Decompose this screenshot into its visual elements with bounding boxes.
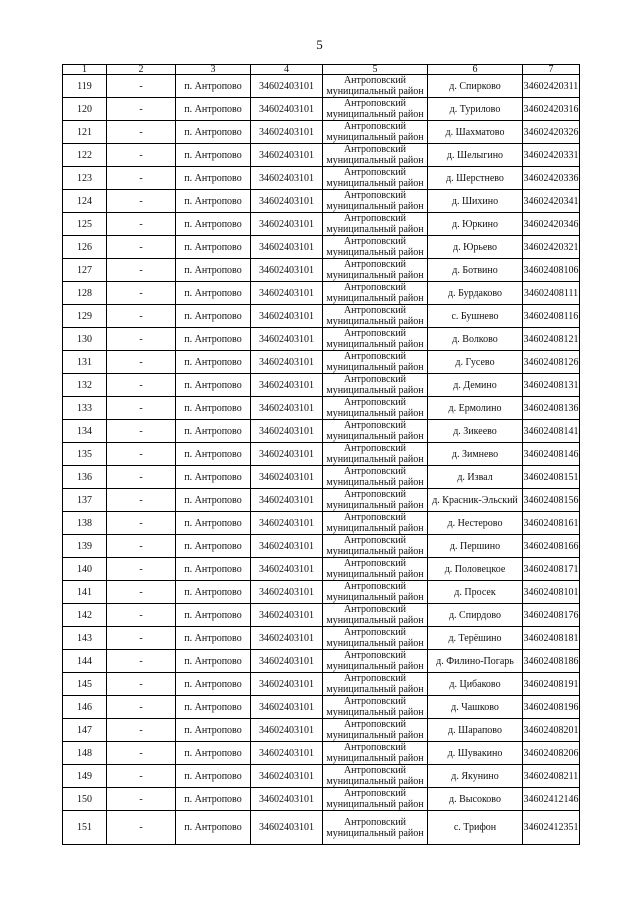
row-number-cell: 119 [63, 75, 107, 98]
district-cell: Антроповский муниципальный район [323, 558, 428, 581]
locality-code-cell: 34602408166 [523, 535, 580, 558]
locality-cell: д. Шихино [428, 190, 523, 213]
table-row [63, 397, 580, 420]
column-2-cell: - [107, 420, 176, 443]
column-2-cell: - [107, 98, 176, 121]
table-row [63, 167, 580, 190]
column-2-cell: - [107, 696, 176, 719]
oktmo-code-cell: 34602403101 [251, 75, 323, 98]
oktmo-code-cell: 34602403101 [251, 443, 323, 466]
column-2-cell: - [107, 466, 176, 489]
table-row [63, 121, 580, 144]
column-2-cell: - [107, 650, 176, 673]
column-header: 5 [323, 65, 428, 75]
column-2-cell: - [107, 374, 176, 397]
locality-code-cell: 34602408156 [523, 489, 580, 512]
row-number-cell: 133 [63, 397, 107, 420]
locality-cell: д. Шарапово [428, 719, 523, 742]
table-row [63, 742, 580, 765]
district-cell: Антроповский муниципальный район [323, 259, 428, 282]
row-number-cell: 121 [63, 121, 107, 144]
column-2-cell: - [107, 581, 176, 604]
column-2-cell: - [107, 213, 176, 236]
district-cell: Антроповский муниципальный район [323, 627, 428, 650]
district-cell: Антроповский муниципальный район [323, 742, 428, 765]
table-row [63, 581, 580, 604]
settlement-cell: п. Антропово [176, 328, 251, 351]
row-number-cell: 128 [63, 282, 107, 305]
row-number-cell: 136 [63, 466, 107, 489]
table-row [63, 98, 580, 121]
table-row [63, 788, 580, 811]
column-2-cell: - [107, 489, 176, 512]
district-cell: Антроповский муниципальный район [323, 144, 428, 167]
oktmo-code-cell: 34602403101 [251, 236, 323, 259]
column-2-cell: - [107, 351, 176, 374]
district-cell: Антроповский муниципальный район [323, 512, 428, 535]
locality-code-cell: 34602408161 [523, 512, 580, 535]
column-2-cell: - [107, 121, 176, 144]
settlement-cell: п. Антропово [176, 144, 251, 167]
locality-cell: д. Демино [428, 374, 523, 397]
row-number-cell: 135 [63, 443, 107, 466]
district-cell: Антроповский муниципальный район [323, 98, 428, 121]
column-2-cell: - [107, 604, 176, 627]
settlement-cell: п. Антропово [176, 696, 251, 719]
table-row [63, 259, 580, 282]
oktmo-code-cell: 34602403101 [251, 328, 323, 351]
row-number-cell: 124 [63, 190, 107, 213]
locality-code-cell: 34602420336 [523, 167, 580, 190]
column-2-cell: - [107, 75, 176, 98]
locality-code-cell: 34602408126 [523, 351, 580, 374]
locality-code-cell: 34602408171 [523, 558, 580, 581]
locality-code-cell: 34602420311 [523, 75, 580, 98]
row-number-cell: 129 [63, 305, 107, 328]
row-number-cell: 130 [63, 328, 107, 351]
settlement-cell: п. Антропово [176, 213, 251, 236]
column-2-cell: - [107, 144, 176, 167]
district-cell: Антроповский муниципальный район [323, 673, 428, 696]
row-number-cell: 137 [63, 489, 107, 512]
column-header: 4 [251, 65, 323, 75]
locality-code-cell: 34602420326 [523, 121, 580, 144]
table-row [63, 328, 580, 351]
oktmo-code-cell: 34602403101 [251, 489, 323, 512]
settlement-cell: п. Антропово [176, 443, 251, 466]
locality-code-cell: 34602408181 [523, 627, 580, 650]
settlement-cell: п. Антропово [176, 466, 251, 489]
district-cell: Антроповский муниципальный район [323, 581, 428, 604]
locality-cell: с. Бушнево [428, 305, 523, 328]
settlement-cell: п. Антропово [176, 512, 251, 535]
locality-cell: д. Нестерово [428, 512, 523, 535]
locality-cell: д. Першино [428, 535, 523, 558]
oktmo-code-cell: 34602403101 [251, 351, 323, 374]
oktmo-code-cell: 34602403101 [251, 811, 323, 845]
table-row [63, 351, 580, 374]
table-row [63, 305, 580, 328]
table-row [63, 673, 580, 696]
settlement-cell: п. Антропово [176, 627, 251, 650]
locality-code-cell: 34602408131 [523, 374, 580, 397]
row-number-cell: 143 [63, 627, 107, 650]
locality-cell: д. Юркино [428, 213, 523, 236]
oktmo-code-cell: 34602403101 [251, 673, 323, 696]
row-number-cell: 139 [63, 535, 107, 558]
district-cell: Антроповский муниципальный район [323, 535, 428, 558]
row-number-cell: 132 [63, 374, 107, 397]
row-number-cell: 146 [63, 696, 107, 719]
oktmo-code-cell: 34602403101 [251, 167, 323, 190]
locality-cell: д. Спирково [428, 75, 523, 98]
table-row [63, 627, 580, 650]
settlement-cell: п. Антропово [176, 742, 251, 765]
table-row [63, 213, 580, 236]
row-number-cell: 151 [63, 811, 107, 845]
oktmo-code-cell: 34602403101 [251, 696, 323, 719]
row-number-cell: 140 [63, 558, 107, 581]
table-row [63, 236, 580, 259]
row-number-cell: 126 [63, 236, 107, 259]
locality-cell: д. Красник-Эльский [428, 489, 523, 512]
district-cell: Антроповский муниципальный район [323, 719, 428, 742]
settlement-cell: п. Антропово [176, 75, 251, 98]
column-2-cell: - [107, 512, 176, 535]
table-row [63, 765, 580, 788]
column-2-cell: - [107, 328, 176, 351]
district-cell: Антроповский муниципальный район [323, 420, 428, 443]
locality-cell: д. Якунино [428, 765, 523, 788]
settlement-cell: п. Антропово [176, 673, 251, 696]
settlement-cell: п. Антропово [176, 535, 251, 558]
table-row [63, 811, 580, 845]
oktmo-code-cell: 34602403101 [251, 604, 323, 627]
settlement-cell: п. Антропово [176, 121, 251, 144]
oktmo-code-cell: 34602403101 [251, 420, 323, 443]
oktmo-code-cell: 34602403101 [251, 719, 323, 742]
column-2-cell: - [107, 259, 176, 282]
district-cell: Антроповский муниципальный район [323, 397, 428, 420]
settlement-cell: п. Антропово [176, 397, 251, 420]
oktmo-code-cell: 34602403101 [251, 788, 323, 811]
locality-code-cell: 34602408201 [523, 719, 580, 742]
page-number: 5 [316, 37, 323, 52]
locality-cell: д. Бурдаково [428, 282, 523, 305]
oktmo-code-cell: 34602403101 [251, 535, 323, 558]
table-header-row [63, 65, 580, 75]
locality-code-cell: 34602408151 [523, 466, 580, 489]
table-body [63, 75, 580, 845]
district-cell: Антроповский муниципальный район [323, 466, 428, 489]
locality-cell: д. Филино-Погарь [428, 650, 523, 673]
locality-code-cell: 34602408191 [523, 673, 580, 696]
district-cell: Антроповский муниципальный район [323, 696, 428, 719]
locality-code-cell: 34602408106 [523, 259, 580, 282]
locality-code-cell: 34602408176 [523, 604, 580, 627]
settlement-cell: п. Антропово [176, 558, 251, 581]
oktmo-code-cell: 34602403101 [251, 466, 323, 489]
table-row [63, 144, 580, 167]
settlement-cell: п. Антропово [176, 282, 251, 305]
table-row [63, 696, 580, 719]
locality-cell: д. Турилово [428, 98, 523, 121]
locality-cell: д. Просек [428, 581, 523, 604]
oktmo-code-cell: 34602403101 [251, 581, 323, 604]
row-number-cell: 148 [63, 742, 107, 765]
row-number-cell: 125 [63, 213, 107, 236]
column-2-cell: - [107, 535, 176, 558]
locality-code-cell: 34602420346 [523, 213, 580, 236]
settlement-cell: п. Антропово [176, 98, 251, 121]
column-header: 7 [523, 65, 580, 75]
column-2-cell: - [107, 719, 176, 742]
row-number-cell: 122 [63, 144, 107, 167]
oktmo-code-cell: 34602403101 [251, 282, 323, 305]
table-row [63, 535, 580, 558]
district-cell: Антроповский муниципальный район [323, 650, 428, 673]
column-2-cell: - [107, 397, 176, 420]
locality-cell: д. Чашково [428, 696, 523, 719]
locality-code-cell: 34602412351 [523, 811, 580, 845]
settlement-cell: п. Антропово [176, 374, 251, 397]
settlement-cell: п. Антропово [176, 167, 251, 190]
oktmo-code-cell: 34602403101 [251, 305, 323, 328]
settlement-cell: п. Антропово [176, 650, 251, 673]
district-cell: Антроповский муниципальный район [323, 604, 428, 627]
table-row [63, 466, 580, 489]
table-row [63, 282, 580, 305]
settlement-cell: п. Антропово [176, 420, 251, 443]
row-number-cell: 150 [63, 788, 107, 811]
district-cell: Антроповский муниципальный район [323, 213, 428, 236]
settlement-cell: п. Антропово [176, 604, 251, 627]
locality-code-cell: 34602408101 [523, 581, 580, 604]
district-cell: Антроповский муниципальный район [323, 765, 428, 788]
locality-code-cell: 34602420341 [523, 190, 580, 213]
oktmo-code-cell: 34602403101 [251, 374, 323, 397]
column-2-cell: - [107, 788, 176, 811]
district-cell: Антроповский муниципальный район [323, 75, 428, 98]
table-row [63, 489, 580, 512]
column-2-cell: - [107, 236, 176, 259]
locality-cell: д. Шувакино [428, 742, 523, 765]
settlement-cell: п. Антропово [176, 788, 251, 811]
table-row [63, 374, 580, 397]
table-row [63, 190, 580, 213]
row-number-cell: 144 [63, 650, 107, 673]
locality-code-cell: 34602408116 [523, 305, 580, 328]
locality-code-cell: 34602408111 [523, 282, 580, 305]
oktmo-code-cell: 34602403101 [251, 98, 323, 121]
column-2-cell: - [107, 167, 176, 190]
column-2-cell: - [107, 765, 176, 788]
column-2-cell: - [107, 443, 176, 466]
locality-cell: д. Зикеево [428, 420, 523, 443]
column-2-cell: - [107, 282, 176, 305]
district-cell: Антроповский муниципальный район [323, 489, 428, 512]
oktmo-code-cell: 34602403101 [251, 190, 323, 213]
district-cell: Антроповский муниципальный район [323, 328, 428, 351]
oktmo-code-cell: 34602403101 [251, 650, 323, 673]
oktmo-code-cell: 34602403101 [251, 397, 323, 420]
locality-code-cell: 34602408206 [523, 742, 580, 765]
oktmo-code-cell: 34602403101 [251, 765, 323, 788]
locality-code-cell: 34602408211 [523, 765, 580, 788]
locality-cell: с. Трифон [428, 811, 523, 845]
settlements-table [62, 64, 580, 845]
settlement-cell: п. Антропово [176, 259, 251, 282]
oktmo-code-cell: 34602403101 [251, 259, 323, 282]
column-2-cell: - [107, 558, 176, 581]
column-header: 2 [107, 65, 176, 75]
locality-cell: д. Терёшино [428, 627, 523, 650]
row-number-cell: 134 [63, 420, 107, 443]
column-header: 3 [176, 65, 251, 75]
row-number-cell: 145 [63, 673, 107, 696]
column-2-cell: - [107, 305, 176, 328]
table-row [63, 604, 580, 627]
column-header: 6 [428, 65, 523, 75]
locality-code-cell: 34602412146 [523, 788, 580, 811]
settlement-cell: п. Антропово [176, 719, 251, 742]
locality-cell: д. Гусево [428, 351, 523, 374]
locality-cell: д. Ботвино [428, 259, 523, 282]
row-number-cell: 138 [63, 512, 107, 535]
locality-cell: д. Спирдово [428, 604, 523, 627]
oktmo-code-cell: 34602403101 [251, 144, 323, 167]
table-row [63, 558, 580, 581]
table-row [63, 75, 580, 98]
locality-code-cell: 34602420321 [523, 236, 580, 259]
locality-code-cell: 34602420331 [523, 144, 580, 167]
district-cell: Антроповский муниципальный район [323, 167, 428, 190]
district-cell: Антроповский муниципальный район [323, 121, 428, 144]
locality-cell: д. Ермолино [428, 397, 523, 420]
column-2-cell: - [107, 742, 176, 765]
district-cell: Антроповский муниципальный район [323, 374, 428, 397]
locality-cell: д. Извал [428, 466, 523, 489]
oktmo-code-cell: 34602403101 [251, 213, 323, 236]
settlement-cell: п. Антропово [176, 811, 251, 845]
locality-cell: д. Шерстнево [428, 167, 523, 190]
row-number-cell: 123 [63, 167, 107, 190]
table-row [63, 420, 580, 443]
settlement-cell: п. Антропово [176, 236, 251, 259]
district-cell: Антроповский муниципальный район [323, 282, 428, 305]
locality-cell: д. Цибаково [428, 673, 523, 696]
district-cell: Антроповский муниципальный район [323, 351, 428, 374]
column-2-cell: - [107, 190, 176, 213]
row-number-cell: 149 [63, 765, 107, 788]
settlement-cell: п. Антропово [176, 305, 251, 328]
district-cell: Антроповский муниципальный район [323, 305, 428, 328]
district-cell: Антроповский муниципальный район [323, 236, 428, 259]
oktmo-code-cell: 34602403101 [251, 512, 323, 535]
column-2-cell: - [107, 627, 176, 650]
row-number-cell: 141 [63, 581, 107, 604]
oktmo-code-cell: 34602403101 [251, 627, 323, 650]
district-cell: Антроповский муниципальный район [323, 788, 428, 811]
district-cell: Антроповский муниципальный район [323, 811, 428, 845]
settlement-cell: п. Антропово [176, 765, 251, 788]
locality-code-cell: 34602408186 [523, 650, 580, 673]
row-number-cell: 127 [63, 259, 107, 282]
table-row [63, 512, 580, 535]
locality-cell: д. Шелыгино [428, 144, 523, 167]
settlement-cell: п. Антропово [176, 581, 251, 604]
district-cell: Антроповский муниципальный район [323, 443, 428, 466]
locality-code-cell: 34602408141 [523, 420, 580, 443]
locality-code-cell: 34602408136 [523, 397, 580, 420]
locality-code-cell: 34602420316 [523, 98, 580, 121]
oktmo-code-cell: 34602403101 [251, 558, 323, 581]
locality-code-cell: 34602408121 [523, 328, 580, 351]
locality-cell: д. Волково [428, 328, 523, 351]
settlement-cell: п. Антропово [176, 489, 251, 512]
settlement-cell: п. Антропово [176, 190, 251, 213]
locality-code-cell: 34602408196 [523, 696, 580, 719]
table-row [63, 719, 580, 742]
oktmo-code-cell: 34602403101 [251, 121, 323, 144]
row-number-cell: 120 [63, 98, 107, 121]
locality-cell: д. Зимнево [428, 443, 523, 466]
row-number-cell: 147 [63, 719, 107, 742]
table-row [63, 650, 580, 673]
locality-code-cell: 34602408146 [523, 443, 580, 466]
row-number-cell: 142 [63, 604, 107, 627]
oktmo-code-cell: 34602403101 [251, 742, 323, 765]
locality-cell: д. Шахматово [428, 121, 523, 144]
column-2-cell: - [107, 673, 176, 696]
column-2-cell: - [107, 811, 176, 845]
district-cell: Антроповский муниципальный район [323, 190, 428, 213]
locality-cell: д. Юрьево [428, 236, 523, 259]
column-header: 1 [63, 65, 107, 75]
row-number-cell: 131 [63, 351, 107, 374]
table-row [63, 443, 580, 466]
settlement-cell: п. Антропово [176, 351, 251, 374]
locality-cell: д. Половецкое [428, 558, 523, 581]
locality-cell: д. Высоково [428, 788, 523, 811]
